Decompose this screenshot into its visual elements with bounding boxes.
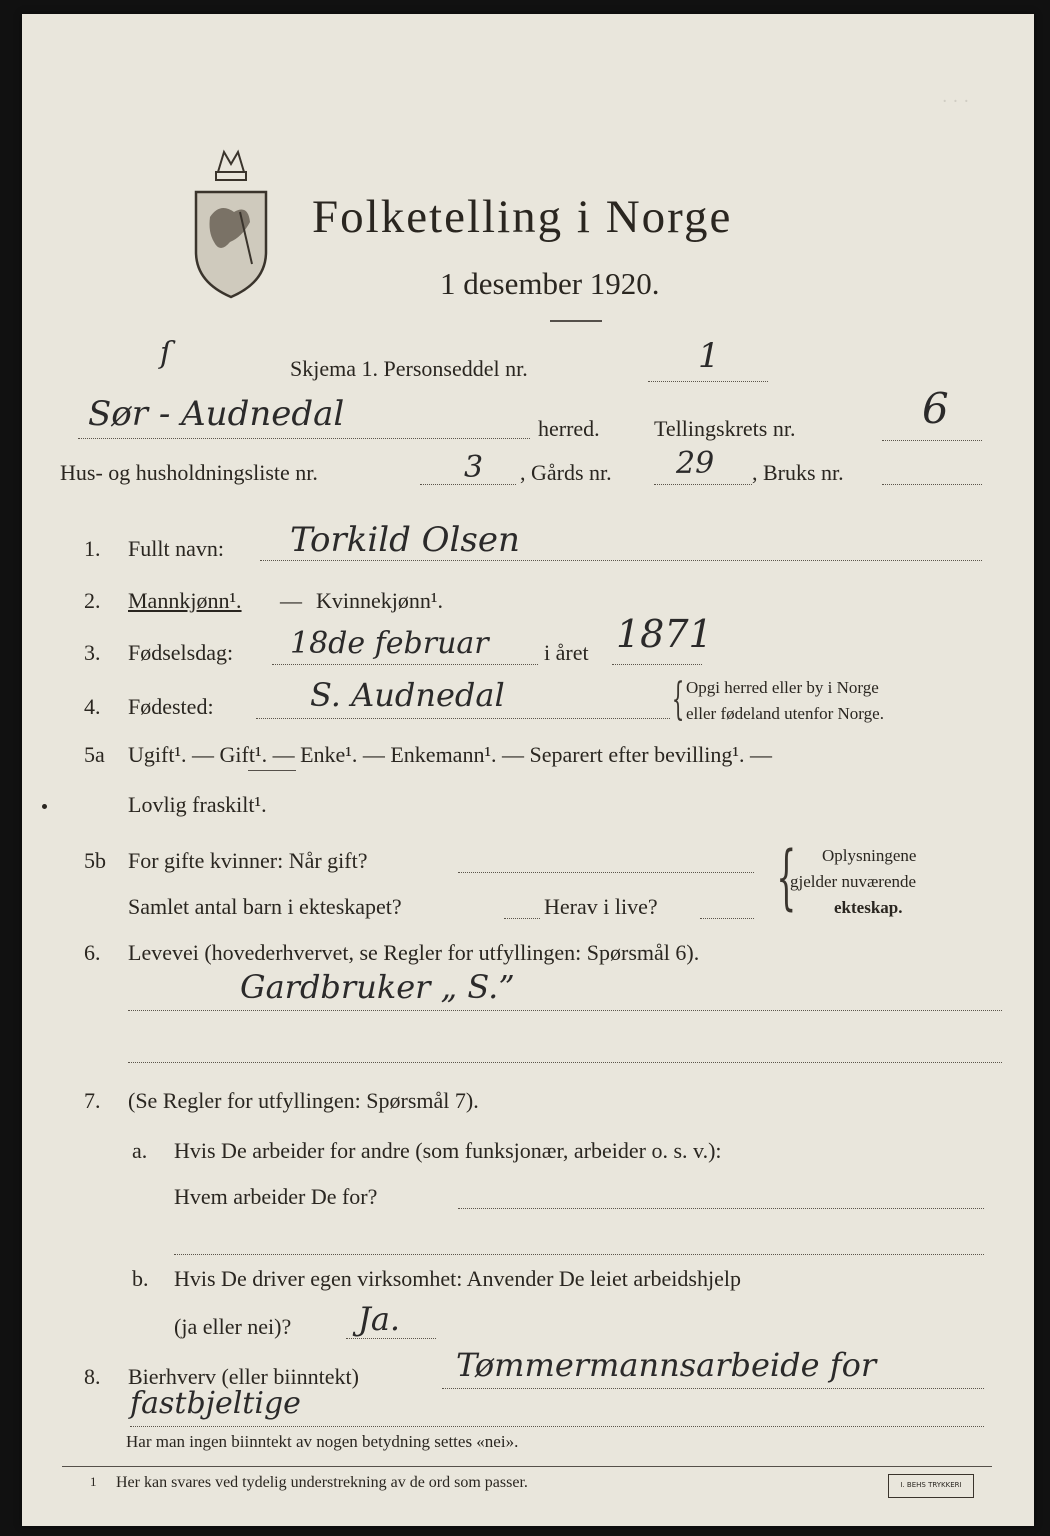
coat-of-arms-icon <box>190 142 272 306</box>
q3-number: 3. <box>84 640 101 665</box>
tellingskrets-label: Tellingskrets nr. <box>654 416 796 441</box>
q4-brace: { <box>671 674 685 725</box>
q8-line-1 <box>442 1388 984 1389</box>
q5a-number: 5a <box>84 742 105 767</box>
q7a-question: Hvem arbeider De for? <box>174 1184 378 1209</box>
q7a-line-2 <box>174 1254 984 1255</box>
herred-line <box>78 438 530 439</box>
q7-number: 7. <box>84 1088 101 1113</box>
census-form-page <box>22 14 1034 1526</box>
q3-year-line <box>612 664 702 665</box>
side-income-value-cont[interactable]: fastbjeltige <box>130 1386 301 1421</box>
gards-line <box>654 484 752 485</box>
q5b-married-line <box>458 872 754 873</box>
q5b-label-married: For gifte kvinner: Når gift? <box>128 848 368 873</box>
q6-line-2 <box>128 1062 1002 1063</box>
bleed-through: · · · <box>942 92 970 112</box>
bruks-line <box>882 484 982 485</box>
q1-label: Fullt navn: <box>128 536 224 561</box>
occupation-value[interactable]: Gardbruker „ S.” <box>240 968 515 1006</box>
personseddel-line <box>648 381 768 382</box>
q3-label: Fødselsdag: <box>128 640 234 665</box>
herred-value[interactable]: Sør - Audnedal <box>88 394 345 434</box>
ink-dot <box>42 804 47 809</box>
footnote-text: Her kan svares ved tydelig understrekning av de ord som passer. <box>116 1474 528 1491</box>
q4-number: 4. <box>84 694 101 719</box>
q8-note: Har man ingen biinntekt av nogen betydning settes «nei». <box>126 1432 519 1451</box>
personseddel-value[interactable]: 1 <box>698 336 720 376</box>
q5b-brace: { <box>776 836 797 918</box>
q8-label: Bierhverv (eller biinntekt) <box>128 1364 359 1389</box>
q7b-question: (ja eller nei)? <box>174 1314 292 1339</box>
hus-label: Hus- og husholdningsliste nr. <box>60 460 318 485</box>
q5b-label-children: Samlet antal barn i ekteskapet? <box>128 894 402 919</box>
marital-status-options[interactable]: Ugift¹. — Gift¹. — Enke¹. — Enkemann¹. — Separert efter bevilling¹. — <box>128 742 772 767</box>
q5b-alive-line <box>700 918 754 919</box>
gards-label: , Gårds nr. <box>520 460 612 485</box>
q8-line-2 <box>130 1426 984 1427</box>
birthday-value[interactable]: 18de februar <box>290 626 489 661</box>
divorced-option[interactable]: Lovlig fraskilt¹. <box>128 792 267 817</box>
q8-number: 8. <box>84 1364 101 1389</box>
hus-value[interactable]: 3 <box>464 450 484 485</box>
q4-note-1: Opgi herred eller by i Norge <box>686 678 879 697</box>
q1-number: 1. <box>84 536 101 561</box>
bruks-label: , Bruks nr. <box>752 460 844 485</box>
gift-underline <box>248 770 296 771</box>
margin-mark: ſ <box>160 336 172 371</box>
q5b-note-1: Oplysningene <box>822 846 917 865</box>
q1-line <box>260 560 982 561</box>
side-income-value[interactable]: Tømmermannsarbeide for <box>456 1346 877 1384</box>
q7a-letter: a. <box>132 1138 148 1163</box>
q4-note-2: eller fødeland utenfor Norge. <box>686 704 884 723</box>
census-date: 1 desember 1920. <box>440 266 660 301</box>
tellingskrets-line <box>882 440 982 441</box>
q5b-note-2: gjelder nuværende <box>790 872 917 891</box>
q2-separator: — <box>280 588 302 613</box>
q5b-number: 5b <box>84 848 106 873</box>
footnote-mark: 1 <box>90 1474 97 1489</box>
q6-line-1 <box>128 1010 1002 1011</box>
year-label: i året <box>544 640 589 665</box>
form-title: Folketelling i Norge <box>312 191 733 243</box>
q5b-note-3: ekteskap. <box>834 898 903 917</box>
q7b-text: Hvis De driver egen virksomhet: Anvender De leiet arbeidshjelp <box>174 1266 741 1291</box>
female-option[interactable]: Kvinnekjønn¹. <box>316 588 443 613</box>
q5b-children-line <box>504 918 540 919</box>
q7-label: (Se Regler for utfyllingen: Spørsmål 7). <box>128 1088 479 1113</box>
gards-value[interactable]: 29 <box>676 446 715 481</box>
q6-label: Levevei (hovederhvervet, se Regler for utfyllingen: Spørsmål 6). <box>128 940 700 965</box>
tellingskrets-value[interactable]: 6 <box>922 384 949 433</box>
male-option[interactable]: Mannkjønn¹. <box>128 588 242 613</box>
q4-line <box>256 718 670 719</box>
q2-number: 2. <box>84 588 101 613</box>
footer-rule <box>62 1466 992 1467</box>
q6-number: 6. <box>84 940 101 965</box>
full-name-value[interactable]: Torkild Olsen <box>290 520 520 560</box>
q7b-letter: b. <box>132 1266 149 1291</box>
q7b-line <box>346 1338 436 1339</box>
birth-year-value[interactable]: 1871 <box>616 612 713 656</box>
printer-stamp: I. BEHS TRYKKERI <box>888 1474 974 1498</box>
birthplace-value[interactable]: S. Audnedal <box>310 676 505 714</box>
skjema-label: Skjema 1. Personseddel nr. <box>290 356 528 381</box>
q4-label: Fødested: <box>128 694 214 719</box>
q5b-label-alive: Herav i live? <box>544 894 658 919</box>
herred-label: herred. <box>538 416 600 441</box>
q3-day-line <box>272 664 538 665</box>
q7a-text: Hvis De arbeider for andre (som funksjonær, arbeider o. s. v.): <box>174 1138 722 1163</box>
q7a-line-1 <box>458 1208 984 1209</box>
hired-help-value[interactable]: Ja. <box>358 1300 401 1338</box>
title-divider <box>550 320 602 322</box>
